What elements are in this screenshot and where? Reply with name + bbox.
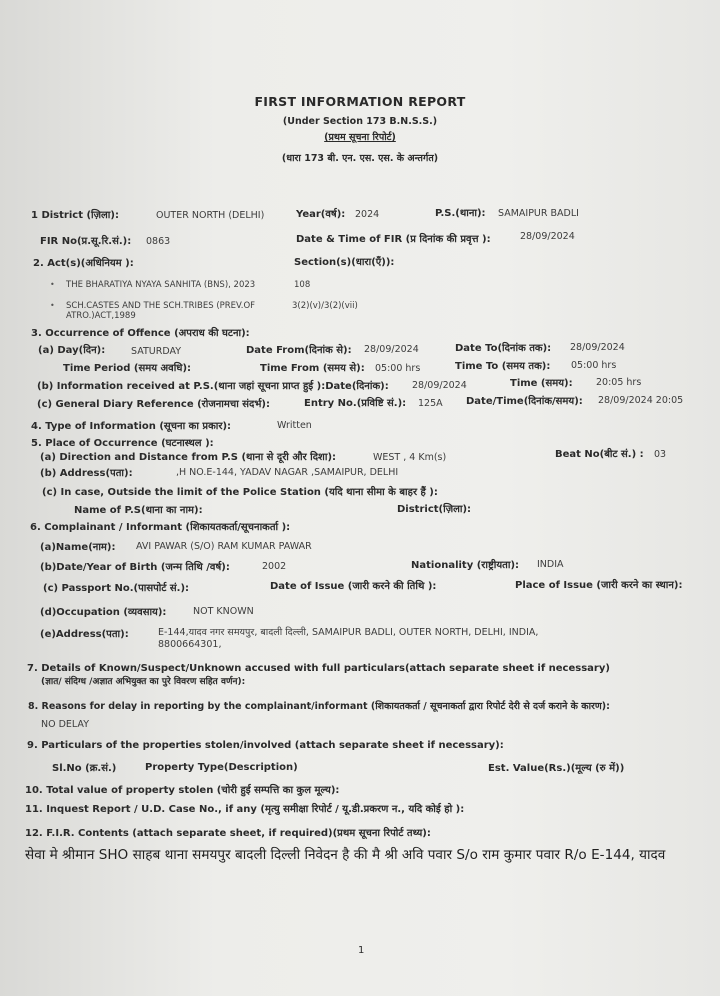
year-value: 2024 xyxy=(355,209,380,220)
document-subtitle-hindi: (प्रथम सूचना रिपोर्ट) xyxy=(324,132,396,143)
information-type-label: 4. Type of Information (सूचना का प्रकार): xyxy=(31,421,232,432)
beat-number-value: 03 xyxy=(654,449,667,460)
date-to-label: Date To(दिनांक तक): xyxy=(455,343,552,354)
passport-issue-date-label: Date of Issue (जारी करने की तिथि ): xyxy=(270,581,437,592)
total-stolen-value-label: 10. Total value of property stolen (चोरी हुई सम्पत्ति का कुल मूल्य): xyxy=(25,785,340,796)
document-subtitle-section: (Under Section 173 B.N.S.S.) xyxy=(282,116,438,127)
entry-number-label: Entry No.(प्रविष्टि सं.): xyxy=(304,398,407,409)
fir-contents-label: 12. F.I.R. Contents (attach separate sheet, if required)(प्रथम सूचना रिपोर्ट तथ्य): xyxy=(25,828,431,839)
delay-reasons-value: NO DELAY xyxy=(41,719,89,730)
complainant-address-line1: E-144,यादव नगर समयपुर, बादली दिल्ली, SAMAIPUR BADLI, OUTER NORTH, DELHI, INDIA, xyxy=(158,627,539,638)
information-type-value: Written xyxy=(277,420,312,431)
complainant-address-label: (e)Address(पता): xyxy=(40,629,129,640)
gd-datetime-value: 28/09/2024 20:05 xyxy=(598,395,684,406)
occurrence-heading: 3. Occurrence of Offence (अपराध की घटना): xyxy=(31,328,250,339)
birth-year-label: (b)Date/Year of Birth (जन्म तिथि /वर्ष): xyxy=(40,562,230,573)
year-label: Year(वर्ष): xyxy=(296,209,346,220)
accused-details-heading-hindi: (ज्ञात/ संदिग्ध /अज्ञात अभियुक्त का पुरे विवरण सहित वर्णन): xyxy=(41,677,246,687)
accused-details-heading: 7. Details of Known/Suspect/Unknown accused with full particulars(attach separate sheet if necessary) xyxy=(27,663,610,674)
district-label: 1 District (ज़िला): xyxy=(31,210,119,221)
info-received-date: 28/09/2024 xyxy=(412,380,467,391)
police-station-label: P.S.(थाना): xyxy=(435,208,486,219)
act-2-name-line2: ATRO.)ACT,1989 xyxy=(66,311,136,321)
acts-label: 2. Act(s)(अधिनियम ): xyxy=(33,258,134,269)
nationality-label: Nationality (राष्ट्रीयता): xyxy=(411,560,520,571)
date-from-value: 28/09/2024 xyxy=(364,344,419,355)
entry-number-value: 125A xyxy=(418,398,443,409)
properties-heading: 9. Particulars of the properties stolen/involved (attach separate sheet if necessary): xyxy=(27,740,504,751)
time-period-label: Time Period (समय अवधि): xyxy=(63,363,192,374)
properties-col-value: Est. Value(Rs.)(मूल्य (रु में)) xyxy=(488,763,625,774)
fir-number-label: FIR No(प्र.सू.रि.सं.): xyxy=(40,236,132,247)
gd-datetime-label: Date/Time(दिनांक/समय): xyxy=(466,396,583,407)
time-to-label: Time To (समय तक): xyxy=(455,361,551,372)
document-subtitle-section-hindi: (धारा 173 बी. एन. एस. एस. के अन्तर्गत) xyxy=(281,153,439,164)
police-station-value: SAMAIPUR BADLI xyxy=(498,208,579,219)
complainant-name-value: AVI PAWAR (S/O) RAM KUMAR PAWAR xyxy=(136,541,312,552)
properties-col-type: Property Type(Description) xyxy=(145,762,298,773)
complainant-heading: 6. Complainant / Informant (शिकायतकर्ता/सूचनाकर्ता ): xyxy=(30,522,291,533)
passport-number-label: (c) Passport No.(पासपोर्ट सं.): xyxy=(43,583,190,594)
fir-datetime-value: 28/09/2024 xyxy=(520,231,575,242)
occupation-label: (d)Occupation (व्यवसाय): xyxy=(40,607,167,618)
info-received-label: (b) Information received at P.S.(थाना जहां सूचना प्राप्त हुई ):Date(दिनांक): xyxy=(37,381,389,392)
general-diary-label: (c) General Diary Reference (रोजनामचा संदर्भ): xyxy=(37,399,270,410)
occurrence-address-label: (b) Address(पता): xyxy=(40,468,133,479)
act-2-section: 3(2)(v)/3(2)(vii) xyxy=(292,301,358,311)
fir-number-value: 0863 xyxy=(146,236,171,247)
date-to-value: 28/09/2024 xyxy=(570,342,625,353)
outside-district-label: District(ज़िला): xyxy=(397,504,472,515)
fir-contents-text: सेवा मे श्रीमान SHO साहब थाना समयपुर बादली दिल्ली निवेदन है की मै श्री अवि पवार S/o राम कुमार पवार R/o E-144, यादव xyxy=(25,847,666,863)
fir-datetime-label: Date & Time of FIR (प्र दिनांक की प्रवृत्त ): xyxy=(296,234,491,245)
passport-issue-place-label: Place of Issue (जारी करने का स्थान): xyxy=(515,580,683,591)
act-1-section: 108 xyxy=(294,280,311,290)
act-2-name-line1: SCH.CASTES AND THE SCH.TRIBES (PREV.OF xyxy=(66,301,256,311)
day-label: (a) Day(दिन): xyxy=(38,345,106,356)
time-to-value: 05:00 hrs xyxy=(571,360,617,371)
act-bullet-icon: • xyxy=(50,301,55,310)
occurrence-address-value: ,H NO.E-144, YADAV NAGAR ,SAMAIPUR, DELHI xyxy=(176,467,399,478)
place-of-occurrence-heading: 5. Place of Occurrence (घटनास्थल ): xyxy=(31,438,214,449)
info-received-time-label: Time (समय): xyxy=(510,378,573,389)
occupation-value: NOT KNOWN xyxy=(193,606,254,617)
document-title: FIRST INFORMATION REPORT xyxy=(254,94,466,109)
direction-distance-value: WEST , 4 Km(s) xyxy=(373,452,447,463)
outside-limit-label: (c) In case, Outside the limit of the Police Station (यदि थाना सीमा के बाहर हैं ): xyxy=(42,487,438,498)
direction-distance-label: (a) Direction and Distance from P.S (थाना से दूरी और दिशा): xyxy=(40,452,337,463)
complainant-name-label: (a)Name(नाम): xyxy=(40,542,116,553)
sections-label: Section(s)(धारा(एँ)): xyxy=(294,257,395,268)
page-number: 1 xyxy=(358,945,365,956)
act-1-name: THE BHARATIYA NYAYA SANHITA (BNS), 2023 xyxy=(66,280,256,290)
delay-reasons-label: 8. Reasons for delay in reporting by the complainant/informant (शिकायतकर्ता / सूचनाकर्ता द्वारा रिपोर्ट देरी से दर्ज कराने के कारण): xyxy=(28,701,610,712)
date-from-label: Date From(दिनांक से): xyxy=(246,345,352,356)
outside-ps-name-label: Name of P.S(थाना का नाम): xyxy=(74,505,203,516)
day-value: SATURDAY xyxy=(131,346,182,357)
beat-number-label: Beat No(बीट सं.) : xyxy=(555,449,644,460)
act-bullet-icon: • xyxy=(50,280,55,289)
district-value: OUTER NORTH (DELHI) xyxy=(156,210,265,221)
nationality-value: INDIA xyxy=(537,559,564,570)
info-received-time-value: 20:05 hrs xyxy=(596,377,642,388)
time-from-value: 05:00 hrs xyxy=(375,363,421,374)
properties-col-slno: Sl.No (क्र.सं.) xyxy=(52,763,117,774)
birth-year-value: 2002 xyxy=(262,561,287,572)
time-from-label: Time From (समय से): xyxy=(260,363,365,374)
complainant-address-line2: 8800664301, xyxy=(158,639,222,650)
inquest-report-label: 11. Inquest Report / U.D. Case No., if any (मृत्यु समीक्षा रिपोर्ट / यू.डी.प्रकरण न., यदि कोई हो ): xyxy=(25,804,465,815)
